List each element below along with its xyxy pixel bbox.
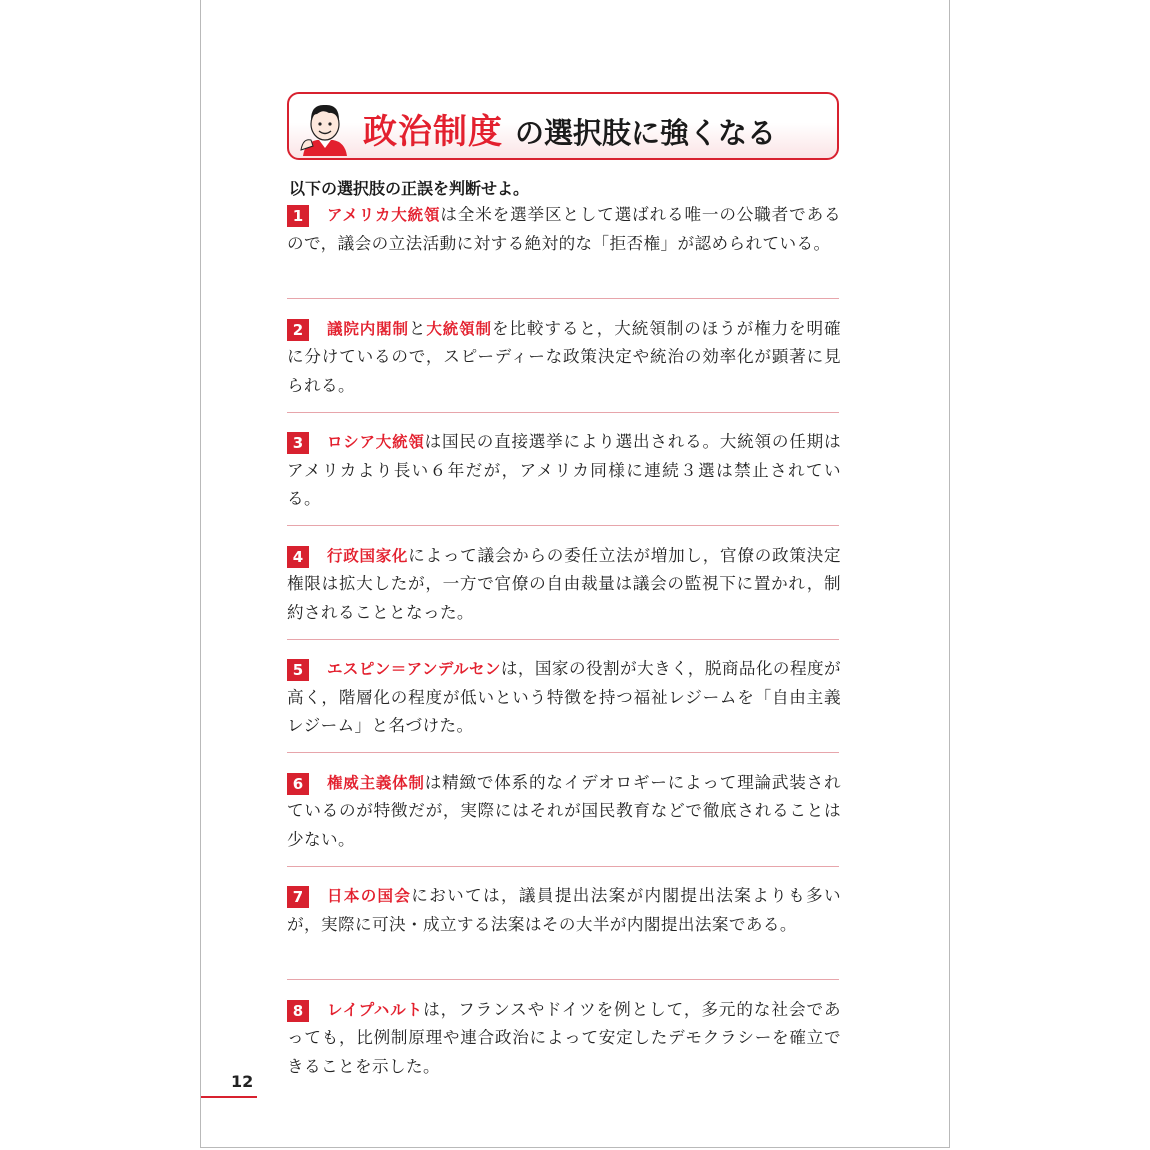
- question-text: [287, 996, 841, 1082]
- keyword: 行政国家化: [327, 546, 409, 565]
- question-body: は国民の直接選挙により選出される。大統領の任期はアメリカより長い６年だが，アメリカ同様に連続３選は禁止されている。: [287, 432, 841, 508]
- question-divider: [287, 866, 839, 867]
- question-number-badge: 3: [287, 432, 309, 454]
- question-text: [287, 428, 841, 514]
- question-body: は精緻で体系的なイデオロギーによって理論武装されているのが特徴だが，実際にはそれが国民教育などで徹底されることは少ない。: [287, 772, 841, 849]
- keyword: 日本の国会: [327, 887, 412, 905]
- question-body: を比較すると，大統領制のほうが権力を明確に分けているので，スピーディーな政策決定や統治の効率化が顕著に見られる。: [287, 318, 841, 395]
- question-divider: [287, 979, 839, 980]
- question-number-badge: 8: [287, 1000, 309, 1022]
- question-body: と: [408, 318, 427, 338]
- question-divider: [287, 639, 839, 640]
- student-avatar-icon: [299, 100, 351, 156]
- question-number-badge: 4: [287, 546, 309, 568]
- page-number-rule: [201, 1096, 257, 1098]
- title-rest: の選択肢に強くなる: [515, 116, 777, 150]
- question-number-badge: 5: [287, 659, 309, 681]
- question-text: [287, 542, 841, 628]
- question-divider: [287, 412, 839, 413]
- question-number-badge: 6: [287, 773, 309, 795]
- keyword: レイプハルト: [327, 1000, 424, 1019]
- question-body: は，国家の役割が大きく，脱商品化の程度が高く，階層化の程度が低いという特徴を持つ福祉レジームを「自由主義レジーム」と名づけた。: [287, 659, 841, 735]
- question-body: は全米を選挙区として選ばれる唯一の公職者であるので，議会の立法活動に対する絶対的な「拒否権」が認められている。: [287, 205, 842, 253]
- question-number-badge: 1: [287, 205, 309, 227]
- question-body: においては，議員提出法案が内閣提出法案よりも多いが，実際に可決・成立する法案はその大半が内閣提出法案である。: [287, 886, 841, 934]
- keyword: ロシア大統領: [327, 433, 425, 451]
- question-body: は，フランスやドイツを例として，多元的な社会であっても，比例制原理や連合政治によって安定したデモクラシーを確立できることを示した。: [287, 999, 842, 1076]
- question-number-badge: 2: [287, 319, 309, 341]
- question-number-badge: 7: [287, 886, 309, 908]
- question-divider: [287, 752, 839, 753]
- keyword: 大統領制: [426, 319, 492, 338]
- keyword: エスピン＝アンデルセン: [327, 660, 501, 678]
- question-text: [287, 882, 841, 939]
- keyword: 議院内閣制: [327, 319, 409, 338]
- question-text: [287, 655, 841, 741]
- instruction-text: 以下の選択肢の正誤を判断せよ。: [289, 179, 530, 198]
- question-body: によって議会からの委任立法が増加し，官僚の政策決定権限は拡大したが，一方で官僚の自由裁量は議会の監視下に置かれ，制約されることとなった。: [287, 545, 841, 622]
- question-divider: [287, 298, 839, 299]
- title-highlight: 政治制度: [363, 112, 503, 152]
- keyword: アメリカ大統領: [327, 206, 441, 224]
- page-number: 12: [231, 1072, 254, 1091]
- keyword: 権威主義体制: [327, 773, 425, 792]
- question-text: [287, 201, 841, 258]
- question-text: [287, 315, 841, 401]
- page-title: [363, 104, 776, 150]
- question-divider: [287, 525, 839, 526]
- question-text: [287, 769, 841, 855]
- book-page: [200, 0, 950, 1148]
- title-banner: [287, 92, 839, 160]
